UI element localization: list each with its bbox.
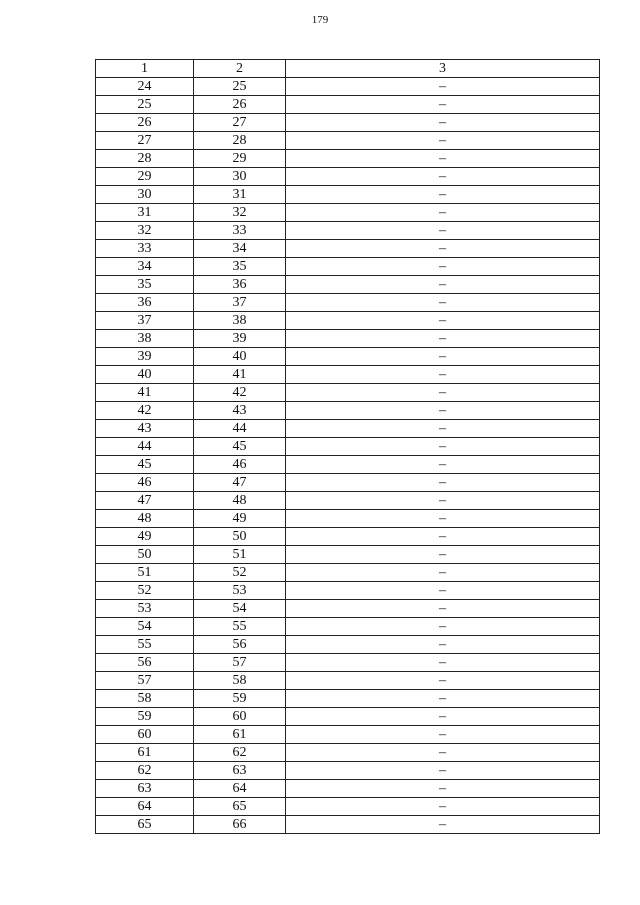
table-cell-col1: 42 [96, 402, 194, 420]
table-cell-col1: 44 [96, 438, 194, 456]
table-cell-col1: 65 [96, 816, 194, 834]
table-cell-col3: – [286, 654, 600, 672]
table-cell-col3: – [286, 708, 600, 726]
table-cell-col3: – [286, 492, 600, 510]
table-cell-col1: 27 [96, 132, 194, 150]
table-cell-col3: – [286, 96, 600, 114]
table-cell-col1: 63 [96, 780, 194, 798]
table-row [96, 438, 600, 456]
table-row [96, 492, 600, 510]
table-cell-col3: – [286, 510, 600, 528]
table-cell-col3: – [286, 384, 600, 402]
table-cell-col2: 59 [194, 690, 286, 708]
table-cell-col3: – [286, 780, 600, 798]
table-cell-col3: – [286, 312, 600, 330]
table-cell-col2: 63 [194, 762, 286, 780]
table-row [96, 312, 600, 330]
table-cell-col2: 51 [194, 546, 286, 564]
table-cell-col3: – [286, 420, 600, 438]
table-cell-col3: – [286, 438, 600, 456]
table-cell-col1: 35 [96, 276, 194, 294]
table-cell-col2: 64 [194, 780, 286, 798]
table-cell-col2: 38 [194, 312, 286, 330]
table-cell-col3: – [286, 690, 600, 708]
table-cell-col2: 46 [194, 456, 286, 474]
table-row [96, 348, 600, 366]
table-row [96, 636, 600, 654]
table-cell-col3: – [286, 114, 600, 132]
table-cell-col1: 50 [96, 546, 194, 564]
table-cell-col2: 48 [194, 492, 286, 510]
table-cell-col2: 28 [194, 132, 286, 150]
table-cell-col2: 45 [194, 438, 286, 456]
table-row [96, 654, 600, 672]
table-row [96, 456, 600, 474]
table-cell-col3: – [286, 456, 600, 474]
table-cell-col3: – [286, 762, 600, 780]
table-cell-col1: 61 [96, 744, 194, 762]
table-cell-col3: – [286, 636, 600, 654]
table-cell-col2: 47 [194, 474, 286, 492]
table-cell-col2: 49 [194, 510, 286, 528]
table-row [96, 402, 600, 420]
table-row [96, 366, 600, 384]
table-cell-col1: 30 [96, 186, 194, 204]
table-row [96, 240, 600, 258]
table-cell-col2: 54 [194, 600, 286, 618]
table-cell-col1: 26 [96, 114, 194, 132]
table-cell-col2: 39 [194, 330, 286, 348]
table-row [96, 582, 600, 600]
table-cell-col3: – [286, 330, 600, 348]
table-cell-col1: 59 [96, 708, 194, 726]
table-row [96, 114, 600, 132]
table-row [96, 384, 600, 402]
table-row [96, 150, 600, 168]
table-cell-col3: – [286, 258, 600, 276]
table-cell-col2: 30 [194, 168, 286, 186]
table-cell-col2: 61 [194, 726, 286, 744]
table-row [96, 726, 600, 744]
table-cell-col1: 47 [96, 492, 194, 510]
table-row [96, 294, 600, 312]
table-row [96, 222, 600, 240]
data-table [95, 59, 600, 834]
table-cell-col1: 38 [96, 330, 194, 348]
table-cell-col3: – [286, 222, 600, 240]
table-cell-col3: – [286, 528, 600, 546]
table-cell-col2: 32 [194, 204, 286, 222]
table-cell-col2: 66 [194, 816, 286, 834]
table-cell-col1: 37 [96, 312, 194, 330]
table-cell-col3: – [286, 618, 600, 636]
table-cell-col2: 55 [194, 618, 286, 636]
table-cell-col1: 48 [96, 510, 194, 528]
table-row [96, 618, 600, 636]
table-row [96, 186, 600, 204]
table-row [96, 474, 600, 492]
table-row [96, 744, 600, 762]
table-cell-col1: 54 [96, 618, 194, 636]
table-cell-col1: 24 [96, 78, 194, 96]
table-cell-col1: 39 [96, 348, 194, 366]
table-cell-col1: 31 [96, 204, 194, 222]
table-cell-col3: – [286, 546, 600, 564]
table-cell-col2: 27 [194, 114, 286, 132]
table-row [96, 510, 600, 528]
table-cell-col2: 62 [194, 744, 286, 762]
table-cell-col3: – [286, 672, 600, 690]
table-cell-col1: 58 [96, 690, 194, 708]
table-cell-col1: 57 [96, 672, 194, 690]
table-cell-col3: – [286, 204, 600, 222]
table-header-row [96, 60, 600, 78]
table-cell-col1: 53 [96, 600, 194, 618]
table-cell-col3: – [286, 726, 600, 744]
table-row [96, 600, 600, 618]
table-row [96, 690, 600, 708]
table-cell-col3: – [286, 294, 600, 312]
table-cell-col1: 25 [96, 96, 194, 114]
table-cell-col1: 55 [96, 636, 194, 654]
table-cell-col2: 25 [194, 78, 286, 96]
table-row [96, 672, 600, 690]
column-header-2: 2 [194, 60, 286, 78]
table-cell-col2: 41 [194, 366, 286, 384]
table-cell-col3: – [286, 366, 600, 384]
table-cell-col3: – [286, 582, 600, 600]
table-cell-col3: – [286, 186, 600, 204]
table-cell-col2: 36 [194, 276, 286, 294]
table-cell-col3: – [286, 150, 600, 168]
table-row [96, 276, 600, 294]
table-cell-col2: 50 [194, 528, 286, 546]
table-cell-col3: – [286, 348, 600, 366]
table-cell-col2: 52 [194, 564, 286, 582]
table-cell-col3: – [286, 132, 600, 150]
table-cell-col3: – [286, 600, 600, 618]
table-row [96, 330, 600, 348]
table-row [96, 762, 600, 780]
table-row [96, 708, 600, 726]
table-cell-col2: 53 [194, 582, 286, 600]
table-cell-col1: 49 [96, 528, 194, 546]
table-cell-col2: 40 [194, 348, 286, 366]
table-cell-col2: 35 [194, 258, 286, 276]
table-cell-col1: 41 [96, 384, 194, 402]
table-cell-col2: 26 [194, 96, 286, 114]
table-cell-col1: 56 [96, 654, 194, 672]
table-cell-col1: 45 [96, 456, 194, 474]
page-number: 179 [311, 14, 329, 26]
table-row [96, 564, 600, 582]
table-cell-col2: 37 [194, 294, 286, 312]
table-cell-col3: – [286, 168, 600, 186]
table-cell-col1: 29 [96, 168, 194, 186]
table-cell-col2: 42 [194, 384, 286, 402]
table-row [96, 816, 600, 834]
table-row [96, 258, 600, 276]
table-row [96, 96, 600, 114]
table-cell-col2: 44 [194, 420, 286, 438]
table-cell-col3: – [286, 798, 600, 816]
column-header-3: 3 [286, 60, 600, 78]
table-cell-col1: 43 [96, 420, 194, 438]
table-row [96, 798, 600, 816]
table-cell-col3: – [286, 564, 600, 582]
table-row [96, 546, 600, 564]
table-cell-col1: 52 [96, 582, 194, 600]
table-cell-col2: 29 [194, 150, 286, 168]
table-cell-col1: 46 [96, 474, 194, 492]
table-cell-col1: 28 [96, 150, 194, 168]
column-header-1: 1 [96, 60, 194, 78]
table-cell-col2: 33 [194, 222, 286, 240]
table-cell-col1: 32 [96, 222, 194, 240]
table-row [96, 780, 600, 798]
table-cell-col1: 36 [96, 294, 194, 312]
table-cell-col3: – [286, 744, 600, 762]
table-cell-col1: 34 [96, 258, 194, 276]
table-cell-col2: 31 [194, 186, 286, 204]
table-cell-col3: – [286, 474, 600, 492]
table-cell-col2: 57 [194, 654, 286, 672]
table-cell-col1: 51 [96, 564, 194, 582]
table-cell-col2: 65 [194, 798, 286, 816]
table-cell-col1: 62 [96, 762, 194, 780]
table-row [96, 528, 600, 546]
table-cell-col2: 43 [194, 402, 286, 420]
table-row [96, 420, 600, 438]
table-row [96, 132, 600, 150]
table-cell-col3: – [286, 240, 600, 258]
table-cell-col1: 33 [96, 240, 194, 258]
table-cell-col1: 40 [96, 366, 194, 384]
table-cell-col3: – [286, 402, 600, 420]
table-cell-col3: – [286, 78, 600, 96]
table-row [96, 204, 600, 222]
table-cell-col2: 56 [194, 636, 286, 654]
table-row [96, 168, 600, 186]
table-cell-col3: – [286, 816, 600, 834]
table-cell-col2: 58 [194, 672, 286, 690]
table-cell-col2: 60 [194, 708, 286, 726]
table-row [96, 78, 600, 96]
table-cell-col3: – [286, 276, 600, 294]
table-cell-col1: 60 [96, 726, 194, 744]
table-cell-col1: 64 [96, 798, 194, 816]
table-cell-col2: 34 [194, 240, 286, 258]
table-body [96, 78, 600, 834]
